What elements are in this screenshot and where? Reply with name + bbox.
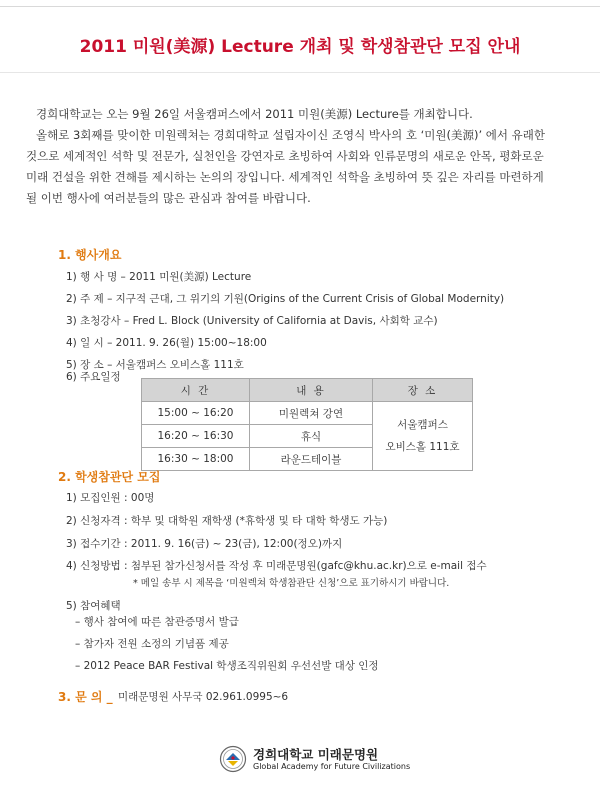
intro-line: 올해로 3회째를 맞이한 미원렉쳐는 경희대학교 설립자이신 조영식 박사의 호 ‘미원(美源)’ 에서 유래한 (36, 128, 545, 142)
page-title: 2011 미원(美源) Lecture 개최 및 학생참관단 모집 안내 (79, 37, 521, 57)
table-row (142, 402, 473, 425)
intro-paragraph (26, 104, 576, 209)
schedule-header-row (142, 379, 473, 402)
logo-korean-name: 경희대학교 미래문명원 (253, 747, 379, 762)
intro-line: 될 이번 행사에 여러분들의 많은 관심과 참여를 바랍니다. (26, 191, 311, 205)
section-event-overview-title: 1. 행사개요 (58, 248, 122, 262)
schedule-table (141, 378, 473, 471)
schedule-time-cell: 16:20 ~ 16:30 (142, 425, 250, 448)
header-rule-bottom (0, 72, 600, 73)
schedule-header-place: 장 소 (373, 379, 473, 402)
section-contact-title: 3. 문 의 _ (58, 690, 113, 704)
benefits-title: 5) 참여혜택 (66, 600, 121, 612)
event-venue-row: 5) 장 소 – 서울캠퍼스 오비스홀 111호 (66, 359, 244, 371)
event-speaker-row: 3) 초청강사 – Fred L. Block (University of California at Davis, 사회학 교수) (66, 315, 438, 327)
schedule-place-cell (373, 402, 473, 471)
institution-logo (219, 743, 419, 777)
recruit-eligibility-row: 2) 신청자격 : 학부 및 대학원 재학생 (*휴학생 및 타 대학 학생도 가능) (66, 515, 388, 527)
header-rule-top (0, 6, 600, 7)
benefit-item: – 참가자 전원 소정의 기념품 제공 (75, 638, 229, 650)
event-datetime-row: 4) 일 시 – 2011. 9. 26(월) 15:00~18:00 (66, 337, 267, 349)
recruit-email-note: * 메일 송부 시 제목을 ‘미원렉쳐 학생참관단 신청’으로 표기하시기 바랍니다. (133, 578, 450, 589)
schedule-place-line1: 서울캠퍼스 (397, 419, 448, 431)
schedule-place-line2: 오비스홀 111호 (385, 441, 460, 453)
recruit-count-row: 1) 모집인원 : 00명 (66, 492, 155, 504)
event-schedule-label: 6) 주요일정 (66, 371, 121, 383)
intro-line: 것으로 세계적인 석학 및 전문가, 실천인을 강연자로 초빙하여 사회와 인류문명의 새로운 안목, 평화로운 (26, 149, 544, 163)
logo-english-name: Global Academy for Future Civilizations (253, 762, 411, 771)
benefit-item: – 행사 참여에 따른 참관증명서 발급 (75, 616, 239, 628)
schedule-header-time: 시 간 (142, 379, 250, 402)
event-topic-row: 2) 주 제 – 지구적 근대, 그 위기의 기원(Origins of the Current Crisis of Global Modernity) (66, 293, 505, 305)
recruit-method-row: 4) 신청방법 : 첨부된 참가신청서를 작성 후 미래문명원(gafc@khu.ac.kr)으로 e-mail 접수 (66, 560, 487, 572)
emblem-icon (219, 745, 247, 773)
schedule-time-cell: 15:00 ~ 16:20 (142, 402, 250, 425)
intro-line: 경희대학교는 오는 9월 26일 서울캠퍼스에서 2011 미원(美源) Lecture를 개최합니다. (36, 107, 473, 121)
contact-info: 미래문명원 사무국 02.961.0995~6 (118, 691, 289, 703)
intro-line: 미래 건설을 위한 견해를 제시하는 논의의 장입니다. 세계적인 석학을 초빙하여 뜻 깊은 자리를 마련하게 (26, 170, 544, 184)
schedule-content-cell: 라운드테이블 (250, 448, 373, 471)
schedule-content-cell: 미원렉쳐 강연 (250, 402, 373, 425)
recruit-period-row: 3) 접수기간 : 2011. 9. 16(금) ~ 23(금), 12:00(정오)까지 (66, 538, 343, 550)
schedule-content-cell: 휴식 (250, 425, 373, 448)
schedule-header-content: 내 용 (250, 379, 373, 402)
event-name-row: 1) 행 사 명 – 2011 미원(美源) Lecture (66, 271, 252, 283)
benefit-item: – 2012 Peace BAR Festival 학생조직위원회 우선선발 대상 인정 (75, 660, 379, 672)
schedule-time-cell: 16:30 ~ 18:00 (142, 448, 250, 471)
section-recruitment-title: 2. 학생참관단 모집 (58, 470, 161, 484)
